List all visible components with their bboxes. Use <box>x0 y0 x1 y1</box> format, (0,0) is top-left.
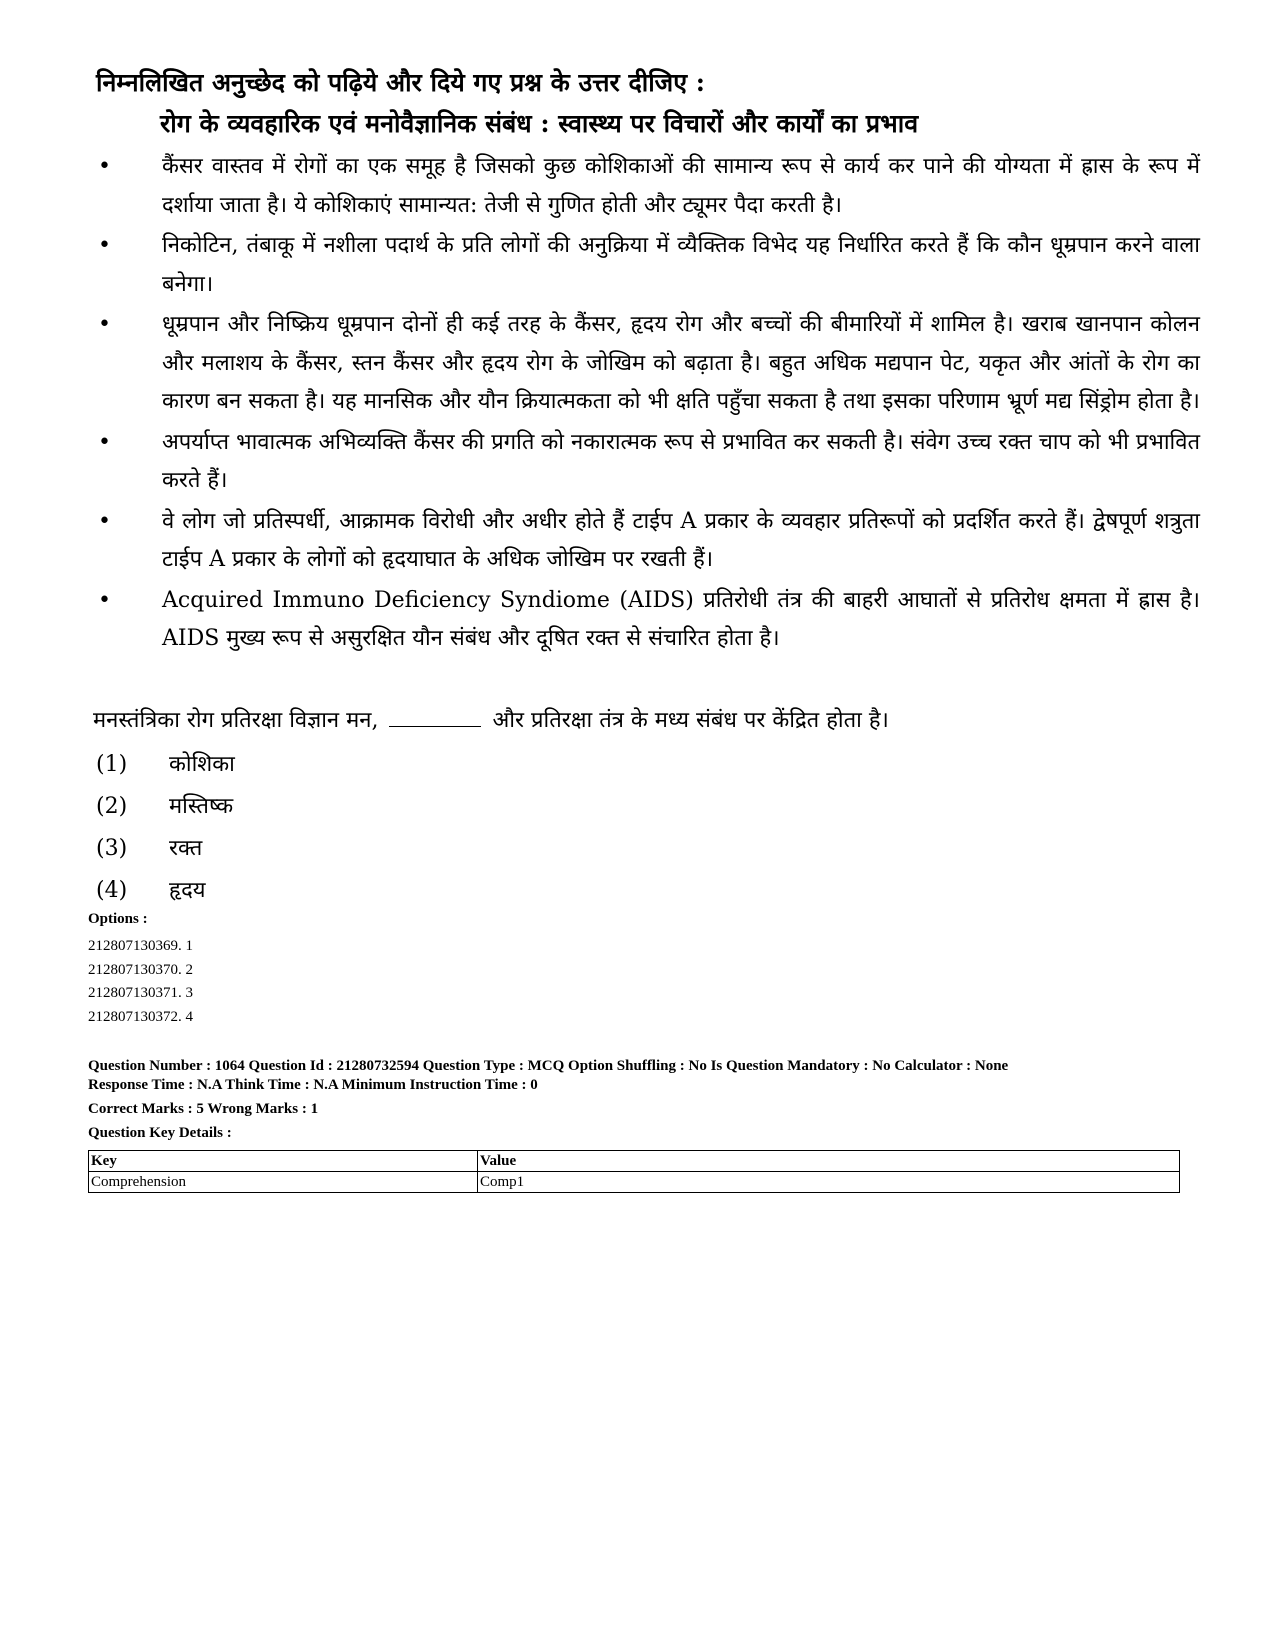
option-id-item: 212807130370. 2 <box>88 961 193 978</box>
answer-choice[interactable] <box>96 870 235 912</box>
answer-choice[interactable] <box>96 786 235 828</box>
bullet-icon: • <box>98 154 111 179</box>
table-cell-value: Comp1 <box>478 1172 1180 1193</box>
instruction-heading: निम्नलिखित अनुच्छेद को पढ़िये और दिये गए प्रश्न के उत्तर दीजिए : <box>96 68 705 97</box>
question-text <box>93 704 889 738</box>
passage-bullet <box>96 582 1200 659</box>
choice-number: (4) <box>96 878 128 903</box>
bullet-icon: • <box>98 312 111 337</box>
bullet-text: कैंसर वास्तव में रोगों का एक समूह है जिसको कुछ कोशिकाओं की सामान्य रूप से कार्य कर पाने की योग्यता में ह्रास के रूप में दर्शाया जाता है। ये कोशिकाएं सामान्यत: तेजी से गुणित होती और ट्यूमर पैदा करती है। <box>162 154 1200 218</box>
bullet-text: निकोटिन, तंबाकू में नशीला पदार्थ के प्रति लोगों की अनुक्रिया में व्यैक्तिक विभेद यह निर्धारित करते हैं कि कौन धूम्रपान करने वाला बनेगा। <box>162 233 1200 297</box>
answer-choice[interactable] <box>96 828 235 870</box>
option-id-item: 212807130372. 4 <box>88 1008 193 1025</box>
bullet-icon: • <box>98 429 111 455</box>
answer-choices <box>96 744 235 912</box>
passage-bullet-list <box>96 148 1200 661</box>
key-details-heading: Question Key Details : <box>88 1125 232 1141</box>
passage-bullet <box>96 424 1200 501</box>
fill-in-blank <box>389 706 481 727</box>
table-header-key: Key <box>89 1151 478 1172</box>
passage-bullet <box>96 227 1200 304</box>
option-id-list <box>88 935 193 1029</box>
choice-text: मस्तिष्क <box>169 794 234 819</box>
question-meta-line1: Question Number : 1064 Question Id : 21280732594 Question Type : MCQ Option Shuffling : No Is Question Mandatory : No Calculator : None <box>88 1058 1009 1074</box>
table-header-row <box>89 1151 1180 1172</box>
option-id-item: 212807130369. 1 <box>88 938 193 954</box>
key-details-table <box>88 1150 1180 1193</box>
bullet-icon: • <box>98 508 111 534</box>
choice-number: (3) <box>96 836 128 861</box>
question-meta-line2: Response Time : N.A Think Time : N.A Minimum Instruction Time : 0 <box>88 1077 538 1093</box>
passage-bullet <box>96 148 1200 225</box>
bullet-text: वे लोग जो प्रतिस्पर्धी, आक्रामक विरोधी और अधीर होते हैं टाईप A प्रकार के व्यवहार प्रतिरूपों को प्रदर्शित करते हैं। द्वेषपूर्ण शत्रुता टाईप A प्रकार के लोगों को हृदयाघात के अधिक जोखिम पर रखती हैं। <box>162 508 1200 572</box>
answer-choice[interactable] <box>96 744 235 786</box>
bullet-text: अपर्याप्त भावात्मक अभिव्यक्ति कैंसर की प्रगति को नकारात्मक रूप से प्रभावित कर सकती है। संवेग उच्च रक्त चाप को भी प्रभावित करते हैं। <box>162 429 1200 493</box>
passage-bullet <box>96 503 1200 580</box>
table-row <box>89 1172 1180 1193</box>
options-heading: Options : <box>88 911 148 927</box>
choice-text: रक्त <box>169 836 203 861</box>
bullet-text: धूम्रपान और निष्क्रिय धूम्रपान दोनों ही कई तरह के कैंसर, हृदय रोग और बच्चों की बीमारियों में शामिल है। खराब खानपान कोलन और मलाशय के कैंसर, स्तन कैंसर और हृदय रोग के जोखिम को बढ़ाता है। बहुत अधिक मद्यपान पेट, यकृत और आंतों के रोग का कारण बन सकता है। यह मानसिक और यौन क्रियात्मकता को भी क्षति पहुँचा सकता है तथा इसका परिणाम भ्रूर्ण मद्य सिंड्रोम होता है। <box>162 312 1200 414</box>
choice-text: कोशिका <box>169 752 235 777</box>
table-header-value: Value <box>478 1151 1180 1172</box>
table-cell-key: Comprehension <box>89 1172 478 1193</box>
choice-number: (2) <box>96 794 128 819</box>
bullet-icon: • <box>98 233 111 258</box>
passage-bullet <box>96 306 1200 422</box>
passage-title: रोग के व्यवहारिक एवं मनोवैज्ञानिक संबंध : स्वास्थ्य पर विचारों और कार्यों का प्रभाव <box>160 109 919 138</box>
bullet-icon: • <box>98 587 111 613</box>
bullet-text: Acquired Immuno Deficiency Syndiome (AIDS) प्रतिरोधी तंत्र की बाहरी आघातों से प्रतिरोध क्षमता में ह्रास है। AIDS मुख्य रूप से असुरक्षित यौन संबंध और दूषित रक्त से संचारित होता है। <box>162 587 1200 651</box>
marks-line: Correct Marks : 5 Wrong Marks : 1 <box>88 1101 319 1117</box>
question-text-after-blank: और प्रतिरक्षा तंत्र के मध्य संबंध पर केंद्रित होता है। <box>492 708 889 733</box>
choice-text: हृदय <box>169 878 206 903</box>
question-text-before-blank: मनस्तंत्रिका रोग प्रतिरक्षा विज्ञान मन, <box>93 708 379 733</box>
choice-number: (1) <box>96 752 128 777</box>
option-id-item: 212807130371. 3 <box>88 985 193 1001</box>
